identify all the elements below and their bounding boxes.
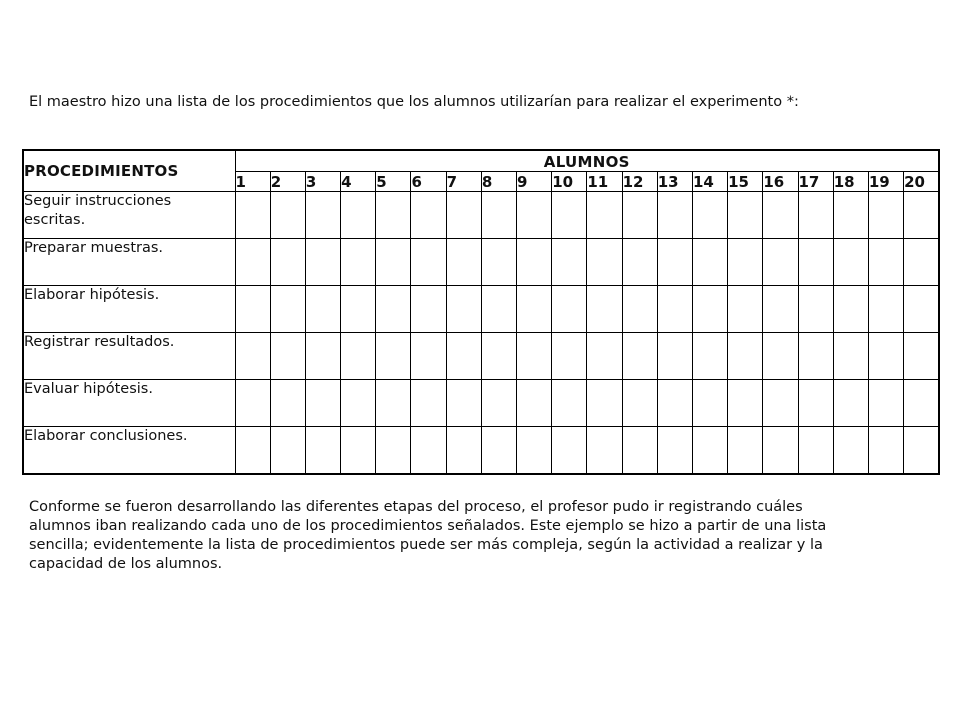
- check-cell[interactable]: [763, 286, 798, 333]
- procedures-header: PROCEDIMIENTOS: [23, 150, 235, 192]
- check-cell[interactable]: [341, 192, 376, 239]
- procedure-label-line: escritas.: [24, 212, 86, 228]
- check-cell[interactable]: [798, 239, 833, 286]
- procedures-checklist-table: [22, 149, 940, 475]
- table-header-row: [23, 150, 939, 172]
- check-cell[interactable]: [305, 286, 340, 333]
- procedure-row: [23, 239, 939, 286]
- check-cell[interactable]: [692, 286, 727, 333]
- procedure-row: [23, 333, 939, 380]
- check-cell[interactable]: [270, 427, 305, 475]
- check-cell[interactable]: [868, 427, 903, 475]
- check-cell[interactable]: [798, 192, 833, 239]
- check-cell[interactable]: [728, 286, 763, 333]
- check-cell[interactable]: [904, 239, 939, 286]
- procedure-row: [23, 427, 939, 475]
- procedure-row: [23, 286, 939, 333]
- student-number-header: 16: [763, 172, 798, 192]
- check-cell[interactable]: [798, 333, 833, 380]
- check-cell[interactable]: [481, 286, 516, 333]
- check-cell[interactable]: [517, 380, 552, 427]
- student-number-header: 5: [376, 172, 411, 192]
- student-number-header: 7: [446, 172, 481, 192]
- check-cell[interactable]: [833, 380, 868, 427]
- check-cell[interactable]: [481, 380, 516, 427]
- check-cell[interactable]: [341, 286, 376, 333]
- check-cell[interactable]: [411, 192, 446, 239]
- check-cell[interactable]: [833, 239, 868, 286]
- check-cell[interactable]: [481, 192, 516, 239]
- procedure-label-line: Evaluar hipótesis.: [24, 381, 153, 397]
- closing-paragraph: [29, 498, 939, 574]
- student-number-header: 4: [341, 172, 376, 192]
- check-cell[interactable]: [657, 192, 692, 239]
- closing-line: capacidad de los alumnos.: [29, 556, 223, 572]
- check-cell[interactable]: [692, 239, 727, 286]
- procedure-label: [23, 333, 235, 380]
- check-cell[interactable]: [763, 239, 798, 286]
- check-cell[interactable]: [411, 380, 446, 427]
- student-number-header: 17: [798, 172, 833, 192]
- check-cell[interactable]: [728, 333, 763, 380]
- check-cell[interactable]: [376, 333, 411, 380]
- procedure-label-line: Elaborar conclusiones.: [24, 428, 188, 444]
- procedure-label: [23, 380, 235, 427]
- procedure-label-line: Registrar resultados.: [24, 334, 175, 350]
- check-cell[interactable]: [657, 286, 692, 333]
- check-cell[interactable]: [868, 192, 903, 239]
- student-number-header: 11: [587, 172, 622, 192]
- check-cell[interactable]: [411, 333, 446, 380]
- student-number-header: 13: [657, 172, 692, 192]
- check-cell[interactable]: [481, 333, 516, 380]
- check-cell[interactable]: [270, 333, 305, 380]
- check-cell[interactable]: [270, 192, 305, 239]
- check-cell[interactable]: [904, 192, 939, 239]
- check-cell[interactable]: [341, 239, 376, 286]
- check-cell[interactable]: [622, 427, 657, 475]
- check-cell[interactable]: [305, 380, 340, 427]
- check-cell[interactable]: [657, 239, 692, 286]
- check-cell[interactable]: [692, 380, 727, 427]
- procedure-row: [23, 380, 939, 427]
- check-cell[interactable]: [235, 286, 270, 333]
- check-cell[interactable]: [270, 286, 305, 333]
- check-cell[interactable]: [833, 427, 868, 475]
- student-number-header: 1: [235, 172, 270, 192]
- procedure-label-line: Seguir instrucciones: [24, 193, 172, 209]
- check-cell[interactable]: [305, 192, 340, 239]
- check-cell[interactable]: [552, 380, 587, 427]
- check-cell[interactable]: [657, 380, 692, 427]
- check-cell[interactable]: [270, 380, 305, 427]
- check-cell[interactable]: [552, 286, 587, 333]
- check-cell[interactable]: [517, 427, 552, 475]
- check-cell[interactable]: [763, 333, 798, 380]
- procedure-label-line: Preparar muestras.: [24, 240, 164, 256]
- check-cell[interactable]: [798, 380, 833, 427]
- check-cell[interactable]: [446, 427, 481, 475]
- student-number-header: 2: [270, 172, 305, 192]
- check-cell[interactable]: [446, 239, 481, 286]
- check-cell[interactable]: [622, 333, 657, 380]
- check-cell[interactable]: [728, 380, 763, 427]
- check-cell[interactable]: [411, 239, 446, 286]
- check-cell[interactable]: [868, 333, 903, 380]
- student-number-header: 8: [481, 172, 516, 192]
- procedure-label: [23, 192, 235, 239]
- check-cell[interactable]: [692, 333, 727, 380]
- check-cell[interactable]: [305, 427, 340, 475]
- check-cell[interactable]: [587, 427, 622, 475]
- procedure-label: [23, 239, 235, 286]
- check-cell[interactable]: [587, 192, 622, 239]
- student-number-header: 3: [305, 172, 340, 192]
- procedure-label: [23, 286, 235, 333]
- check-cell[interactable]: [552, 427, 587, 475]
- procedure-label-line: Elaborar hipótesis.: [24, 287, 160, 303]
- check-cell[interactable]: [587, 286, 622, 333]
- student-number-header: 14: [692, 172, 727, 192]
- check-cell[interactable]: [517, 192, 552, 239]
- check-cell[interactable]: [235, 192, 270, 239]
- student-number-header: 10: [552, 172, 587, 192]
- closing-line: sencilla; evidentemente la lista de procedimientos puede ser más compleja, según la actividad a realizar y la: [29, 537, 823, 553]
- check-cell[interactable]: [833, 192, 868, 239]
- check-cell[interactable]: [341, 333, 376, 380]
- check-cell[interactable]: [904, 333, 939, 380]
- closing-line: alumnos iban realizando cada uno de los procedimientos señalados. Este ejemplo se hizo a partir de una lista: [29, 518, 827, 534]
- student-number-header: 6: [411, 172, 446, 192]
- check-cell[interactable]: [341, 380, 376, 427]
- check-cell[interactable]: [868, 380, 903, 427]
- check-cell[interactable]: [235, 380, 270, 427]
- check-cell[interactable]: [587, 333, 622, 380]
- check-cell[interactable]: [728, 192, 763, 239]
- check-cell[interactable]: [446, 333, 481, 380]
- check-cell[interactable]: [692, 192, 727, 239]
- check-cell[interactable]: [904, 286, 939, 333]
- check-cell[interactable]: [798, 427, 833, 475]
- check-cell[interactable]: [376, 380, 411, 427]
- check-cell[interactable]: [517, 239, 552, 286]
- check-cell[interactable]: [868, 286, 903, 333]
- check-cell[interactable]: [798, 286, 833, 333]
- check-cell[interactable]: [692, 427, 727, 475]
- check-cell[interactable]: [622, 286, 657, 333]
- student-number-header: 12: [622, 172, 657, 192]
- check-cell[interactable]: [868, 239, 903, 286]
- student-number-header: 19: [868, 172, 903, 192]
- check-cell[interactable]: [411, 427, 446, 475]
- check-cell[interactable]: [376, 239, 411, 286]
- check-cell[interactable]: [657, 333, 692, 380]
- check-cell[interactable]: [587, 380, 622, 427]
- check-cell[interactable]: [622, 380, 657, 427]
- check-cell[interactable]: [657, 427, 692, 475]
- check-cell[interactable]: [341, 427, 376, 475]
- check-cell[interactable]: [587, 239, 622, 286]
- check-cell[interactable]: [481, 427, 516, 475]
- student-number-header: 9: [517, 172, 552, 192]
- check-cell[interactable]: [446, 192, 481, 239]
- check-cell[interactable]: [446, 286, 481, 333]
- closing-line: Conforme se fueron desarrollando las diferentes etapas del proceso, el profesor pudo ir registrando cuáles: [29, 499, 803, 515]
- check-cell[interactable]: [235, 239, 270, 286]
- check-cell[interactable]: [517, 333, 552, 380]
- check-cell[interactable]: [728, 427, 763, 475]
- check-cell[interactable]: [270, 239, 305, 286]
- procedure-row: [23, 192, 939, 239]
- check-cell[interactable]: [552, 239, 587, 286]
- student-number-header: 20: [904, 172, 939, 192]
- student-number-header: 15: [728, 172, 763, 192]
- check-cell[interactable]: [833, 286, 868, 333]
- check-cell[interactable]: [376, 427, 411, 475]
- students-header: ALUMNOS: [235, 150, 939, 172]
- check-cell[interactable]: [552, 192, 587, 239]
- check-cell[interactable]: [481, 239, 516, 286]
- check-cell[interactable]: [552, 333, 587, 380]
- check-cell[interactable]: [904, 380, 939, 427]
- check-cell[interactable]: [446, 380, 481, 427]
- check-cell[interactable]: [305, 239, 340, 286]
- check-cell[interactable]: [411, 286, 446, 333]
- check-cell[interactable]: [622, 192, 657, 239]
- check-cell[interactable]: [376, 192, 411, 239]
- check-cell[interactable]: [305, 333, 340, 380]
- check-cell[interactable]: [763, 192, 798, 239]
- check-cell[interactable]: [833, 333, 868, 380]
- procedure-label: [23, 427, 235, 475]
- check-cell[interactable]: [904, 427, 939, 475]
- check-cell[interactable]: [235, 333, 270, 380]
- check-cell[interactable]: [763, 380, 798, 427]
- check-cell[interactable]: [728, 239, 763, 286]
- check-cell[interactable]: [517, 286, 552, 333]
- student-number-header: 18: [833, 172, 868, 192]
- check-cell[interactable]: [235, 427, 270, 475]
- check-cell[interactable]: [622, 239, 657, 286]
- check-cell[interactable]: [763, 427, 798, 475]
- check-cell[interactable]: [376, 286, 411, 333]
- intro-text: El maestro hizo una lista de los procedimientos que los alumnos utilizarían para realizar el experimento *:: [29, 94, 799, 110]
